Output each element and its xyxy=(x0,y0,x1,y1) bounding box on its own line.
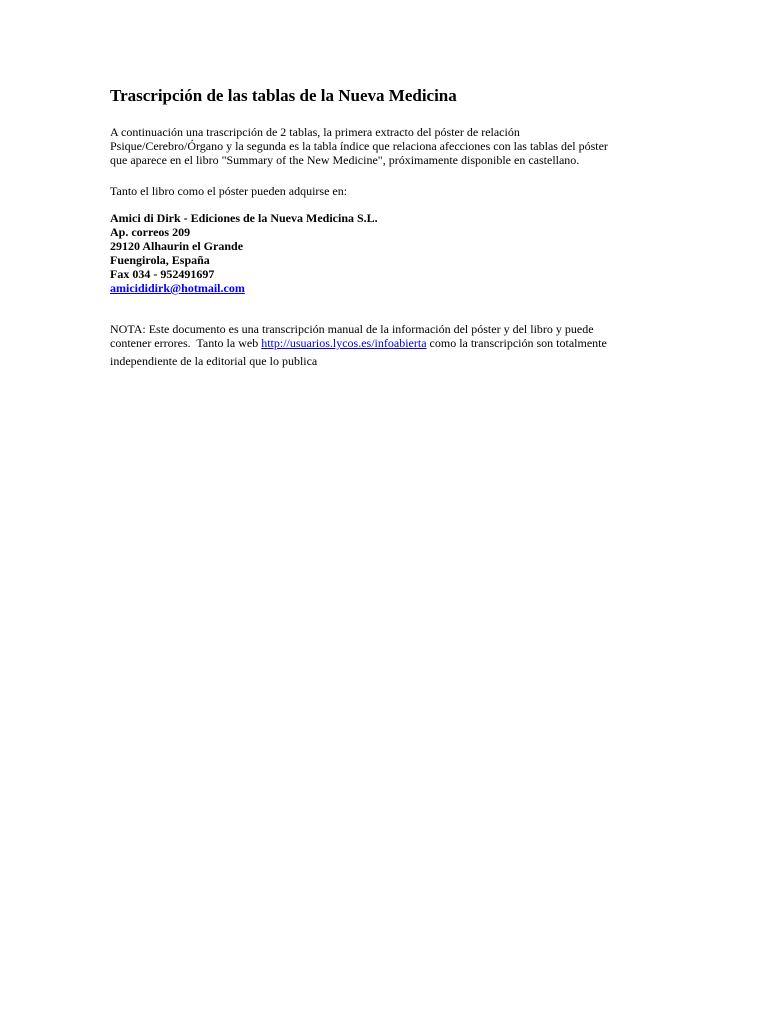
email-link[interactable]: amicididirk@hotmail.com xyxy=(110,281,245,295)
publisher-name: Amici di Dirk - Ediciones de la Nueva Medicina S.L. xyxy=(110,211,378,225)
website-link[interactable]: http://usuarios.lycos.es/infoabierta xyxy=(261,336,427,350)
intro-paragraph xyxy=(110,125,670,167)
note-line-3: independiente de la editorial que lo publica xyxy=(110,354,318,368)
email-row xyxy=(110,281,670,295)
intro-line-3: que aparece en el libro "Summary of the New Medicine", próximamente disponible en castellano. xyxy=(110,153,580,167)
note-paragraph xyxy=(110,322,670,368)
note-line-2-start: contener errores. Tanto la web xyxy=(110,336,262,350)
publisher-address xyxy=(110,211,670,295)
po-box: Ap. correos 209 xyxy=(110,225,191,239)
document-title: Trascripción de las tablas de la Nueva Medicina xyxy=(110,86,457,105)
document-page xyxy=(110,86,670,368)
acquire-paragraph: Tanto el libro como el póster pueden adquirse en: xyxy=(110,184,348,198)
note-line-1: NOTA: Este documento es una transcripción manual de la información del póster y del libro y puede xyxy=(110,322,594,336)
intro-line-2: Psique/Cerebro/Órgano y la segunda es la tabla índice que relaciona afecciones con las tablas del póster xyxy=(110,139,608,153)
fax-number: Fax 034 - 952491697 xyxy=(110,267,215,281)
intro-line-1: A continuación una trascripción de 2 tablas, la primera extracto del póster de relación xyxy=(110,125,520,139)
note-line-2-end: como la transcripción son totalmente xyxy=(426,336,607,350)
postal-city: 29120 Alhaurin el Grande xyxy=(110,239,244,253)
region: Fuengirola, España xyxy=(110,253,210,267)
